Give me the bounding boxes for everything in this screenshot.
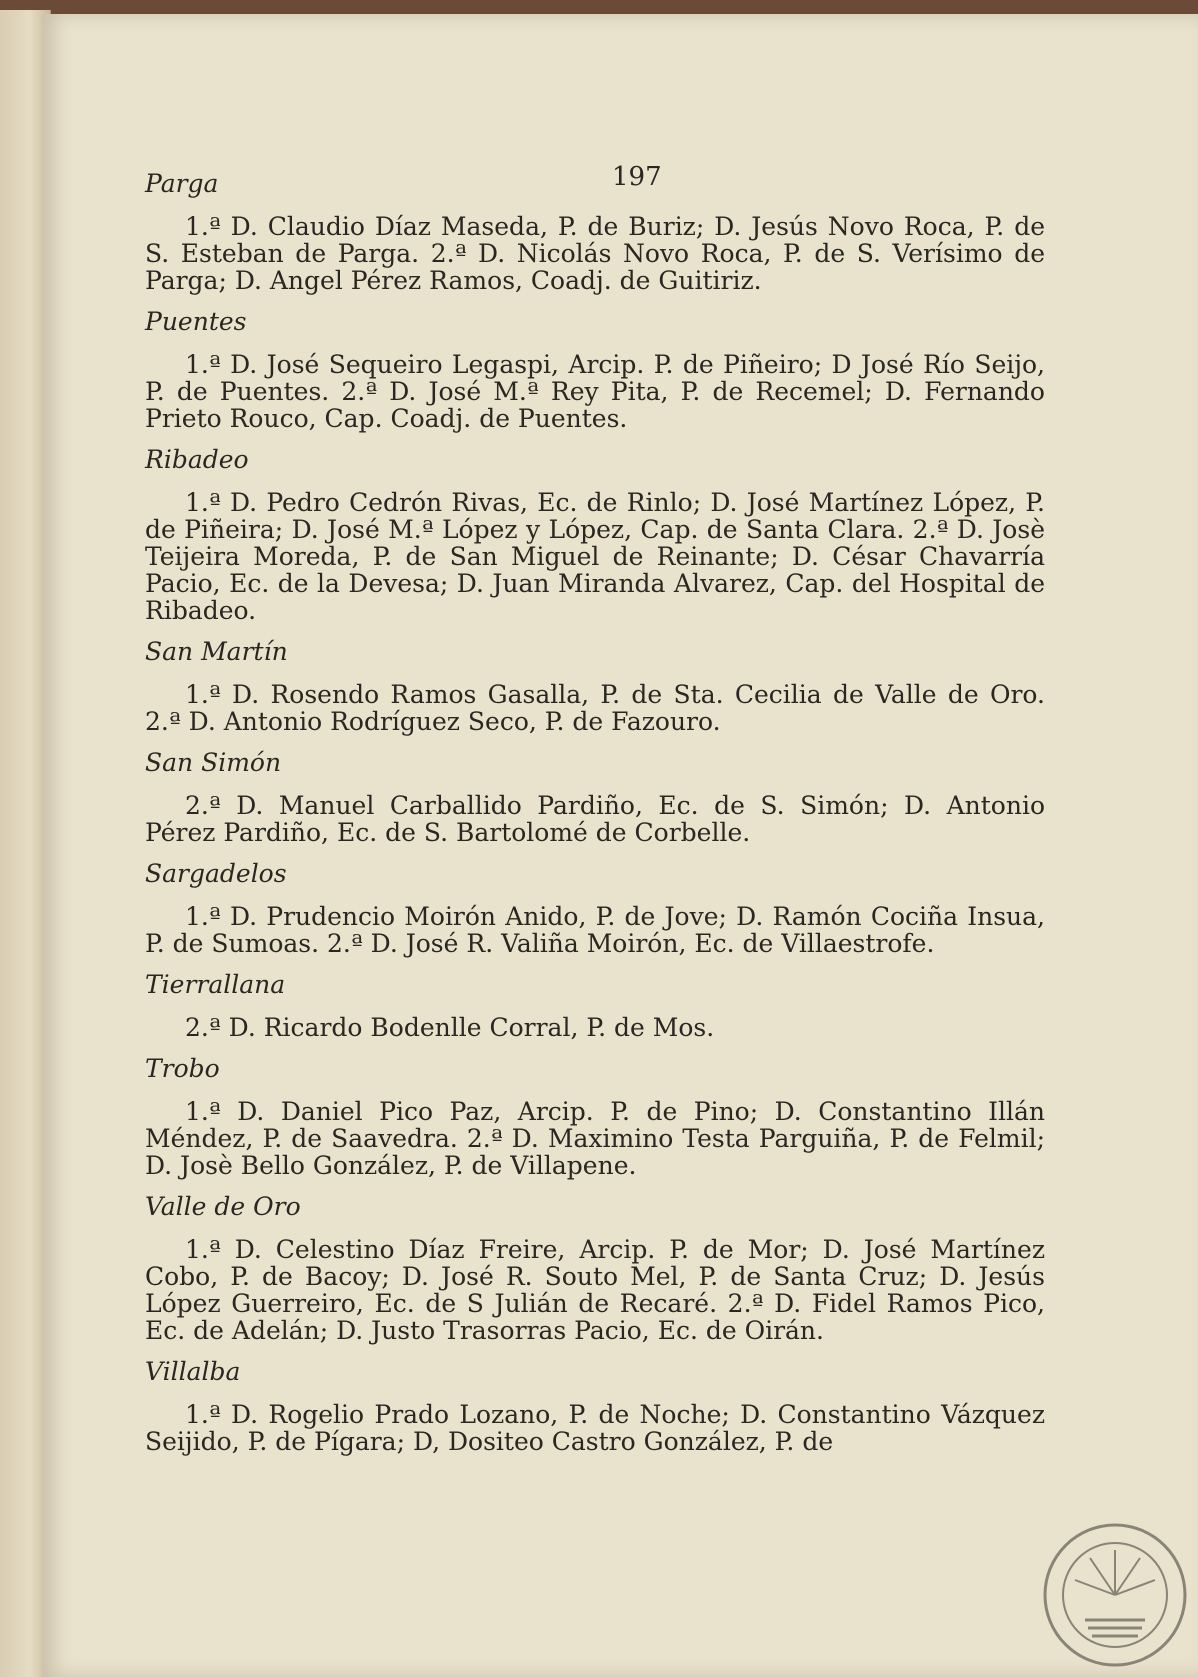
section-parga bbox=[145, 170, 1045, 294]
section-heading: San Martín bbox=[145, 637, 288, 666]
section-text: 1.ª D. Daniel Pico Paz, Arcip. P. de Pino; D. Constantino Illán Méndez, P. de Saavedra. 2.ª D. Maximino Testa Parguiña, P. de Felmil; D. Josè Bello González, P. de Villapene. bbox=[145, 1097, 1045, 1180]
section-heading: Parga bbox=[145, 169, 219, 198]
section-text: 1.ª D. Celestino Díaz Freire, Arcip. P. de Mor; D. José Martínez Cobo, P. de Bacoy; D. José R. Souto Mel, P. de Santa Cruz; D. Jesús López Guerreiro, Ec. de S Julián de Recaré. 2.ª D. Fidel Ramos Pico, Ec. de Adelán; D. Justo Trasorras Pacio, Ec. de Oirán. bbox=[145, 1235, 1045, 1345]
section-heading: Villalba bbox=[145, 1357, 241, 1386]
section-valle-de-oro bbox=[145, 1193, 1045, 1344]
section-heading: Ribadeo bbox=[145, 445, 249, 474]
section-villalba bbox=[145, 1358, 1045, 1455]
section-heading: Puentes bbox=[145, 307, 247, 336]
section-text: 2.ª D. Manuel Carballido Pardiño, Ec. de S. Simón; D. Antonio Pérez Pardiño, Ec. de S. Bartolomé de Corbelle. bbox=[145, 791, 1045, 847]
section-text: 1.ª D. Rogelio Prado Lozano, P. de Noche; D. Constantino Vázquez Seijido, P. de Pígara; D, Dositeo Castro González, P. de bbox=[145, 1400, 1045, 1456]
section-text: 2.ª D. Ricardo Bodenlle Corral, P. de Mos. bbox=[185, 1013, 715, 1042]
section-san-simon bbox=[145, 749, 1045, 846]
section-trobo bbox=[145, 1055, 1045, 1179]
section-ribadeo bbox=[145, 446, 1045, 624]
section-heading: Valle de Oro bbox=[145, 1192, 301, 1221]
section-heading: San Simón bbox=[145, 748, 282, 777]
section-text: 1.ª D. José Sequeiro Legaspi, Arcip. P. de Piñeiro; D José Río Seijo, P. de Puentes. 2.ª D. José M.ª Rey Pita, P. de Recemel; D. Fernando Prieto Rouco, Cap. Coadj. de Puentes. bbox=[145, 350, 1045, 433]
section-text: 1.ª D. Pedro Cedrón Rivas, Ec. de Rinlo; D. José Martínez López, P. de Piñeira; D. José M.ª López y López, Cap. de Santa Clara. 2.ª D. Josè Teijeira Moreda, P. de San Miguel de Reinante; D. César Chavarría Pacio, Ec. de la Devesa; D. Juan Miranda Alvarez, Cap. del Hospital de Ribadeo. bbox=[145, 488, 1045, 625]
page-content bbox=[145, 170, 1045, 1469]
section-heading: Tierrallana bbox=[145, 970, 286, 999]
section-san-martin bbox=[145, 638, 1045, 735]
page-number: 197 bbox=[612, 162, 662, 192]
section-heading: Trobo bbox=[145, 1054, 220, 1083]
section-puentes bbox=[145, 308, 1045, 432]
academy-stamp-icon bbox=[1040, 1520, 1190, 1670]
section-heading: Sargadelos bbox=[145, 859, 287, 888]
section-text: 1.ª D. Rosendo Ramos Gasalla, P. de Sta. Cecilia de Valle de Oro. 2.ª D. Antonio Rodríguez Seco, P. de Fazouro. bbox=[145, 680, 1045, 736]
section-text: 1.ª D. Claudio Díaz Maseda, P. de Buriz; D. Jesús Novo Roca, P. de S. Esteban de Parga. 2.ª D. Nicolás Novo Roca, P. de S. Verísimo de Parga; D. Angel Pérez Ramos, Coadj. de Guitiriz. bbox=[145, 212, 1045, 295]
section-sargadelos bbox=[145, 860, 1045, 957]
section-text: 1.ª D. Prudencio Moirón Anido, P. de Jove; D. Ramón Cociña Insua, P. de Sumoas. 2.ª D. José R. Valiña Moirón, Ec. de Villaestrofe. bbox=[145, 902, 1045, 958]
section-tierrallana bbox=[145, 971, 1045, 1041]
